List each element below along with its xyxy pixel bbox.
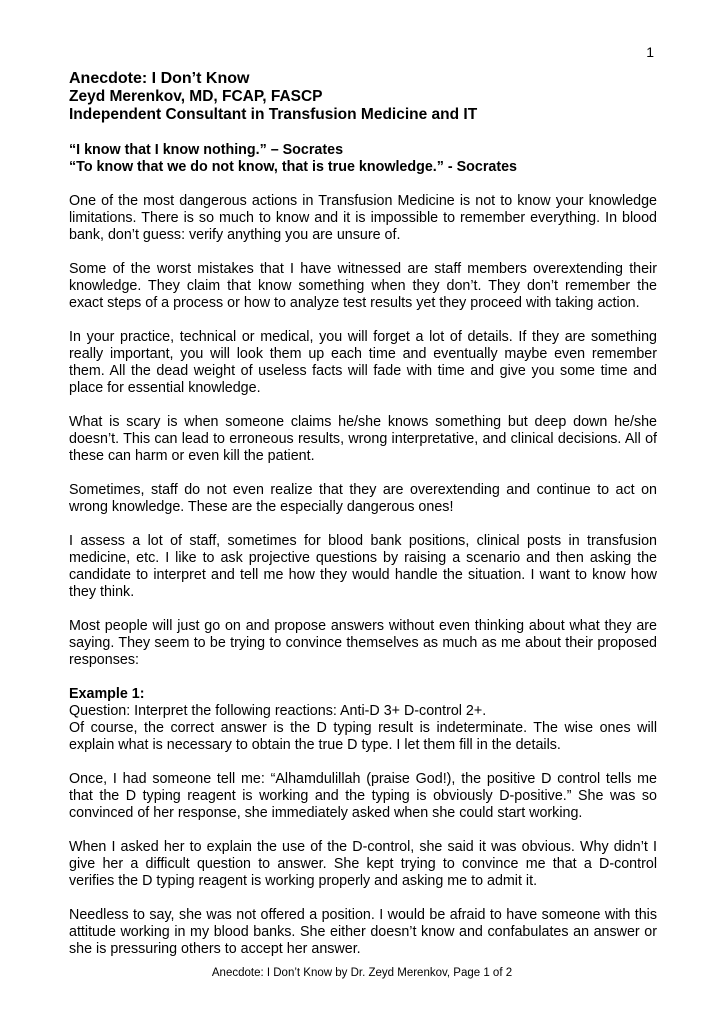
page-number: 1 [646,44,654,60]
example-question: Question: Interpret the following reactions: Anti-D 3+ D-control 2+. [69,703,487,719]
paragraph: I assess a lot of staff, sometimes for blood bank positions, clinical posts in transfusion medicine, etc. I like to ask projective questions by raising a scenario and then asking the candidate to interpret and tell me how they would handle the situation. I want to know how they think. [69,533,657,600]
page-footer: Anecdote: I Don’t Know by Dr. Zeyd Merenkov, Page 1 of 2 [211,967,513,979]
quote: “To know that we do not know, that is true knowledge.” - Socrates [69,159,518,175]
paragraph: Needless to say, she was not offered a position. I would be afraid to have someone with this attitude working in my blood banks. She either doesn’t know and confabulates an answer or she is pressuring others to accept her answer. [69,907,657,957]
quote: “I know that I know nothing.” – Socrates [69,142,344,158]
example-heading: Example 1: [69,686,145,702]
document-body [69,70,657,975]
paragraph: One of the most dangerous actions in Transfusion Medicine is not to know your knowledge limitations. There is so much to know and it is impossible to remember everything. In blood bank, don’t guess: verify anything you are unsure of. [69,193,657,243]
title-block [69,70,657,124]
paragraph: What is scary is when someone claims he/she knows something but deep down he/she doesn’t. This can lead to erroneous results, wrong interpretative, and clinical decisions. All of these can harm or even kill the patient. [69,414,657,464]
paragraph: Sometimes, staff do not even realize that they are overextending and continue to act on wrong knowledge. These are the especially dangerous ones! [69,482,657,515]
example-answer: Of course, the correct answer is the D typing result is indeterminate. The wise ones will explain what is necessary to obtain the true D type. I let them fill in the details. [69,720,657,753]
example-section [69,686,657,754]
author-line: Zeyd Merenkov, MD, FCAP, FASCP [69,88,323,105]
epigraph-quotes [69,142,657,176]
paragraph: Some of the worst mistakes that I have witnessed are staff members overextending their knowledge. They claim that know something when they don’t. They don’t remember the exact steps of a process or how to analyze test results yet they proceed with taking action. [69,261,657,311]
paragraph: Once, I had someone tell me: “Alhamdulillah (praise God!), the positive D control tells me that the D typing reagent is working and the typing is obviously D-positive.” She was so convinced of her response, she immediately asked when she could start working. [69,771,657,821]
paragraph: When I asked her to explain the use of the D-control, she said it was obvious. Why didn’t I give her a difficult question to answer. She kept trying to convince me that a D-control verifies the D typing reagent is working properly and asking me to admit it. [69,839,657,889]
paragraph: In your practice, technical or medical, you will forget a lot of details. If they are something really important, you will look them up each time and eventually maybe even remember them. All the dead weight of useless facts will fade with time and give you some time and place for essential knowledge. [69,329,657,396]
affiliation-line: Independent Consultant in Transfusion Medicine and IT [69,106,478,123]
document-title: Anecdote: I Don’t Know [69,70,250,87]
paragraph: Most people will just go on and propose answers without even thinking about what they are saying. They seem to be trying to convince themselves as much as me about their proposed responses: [69,618,657,668]
